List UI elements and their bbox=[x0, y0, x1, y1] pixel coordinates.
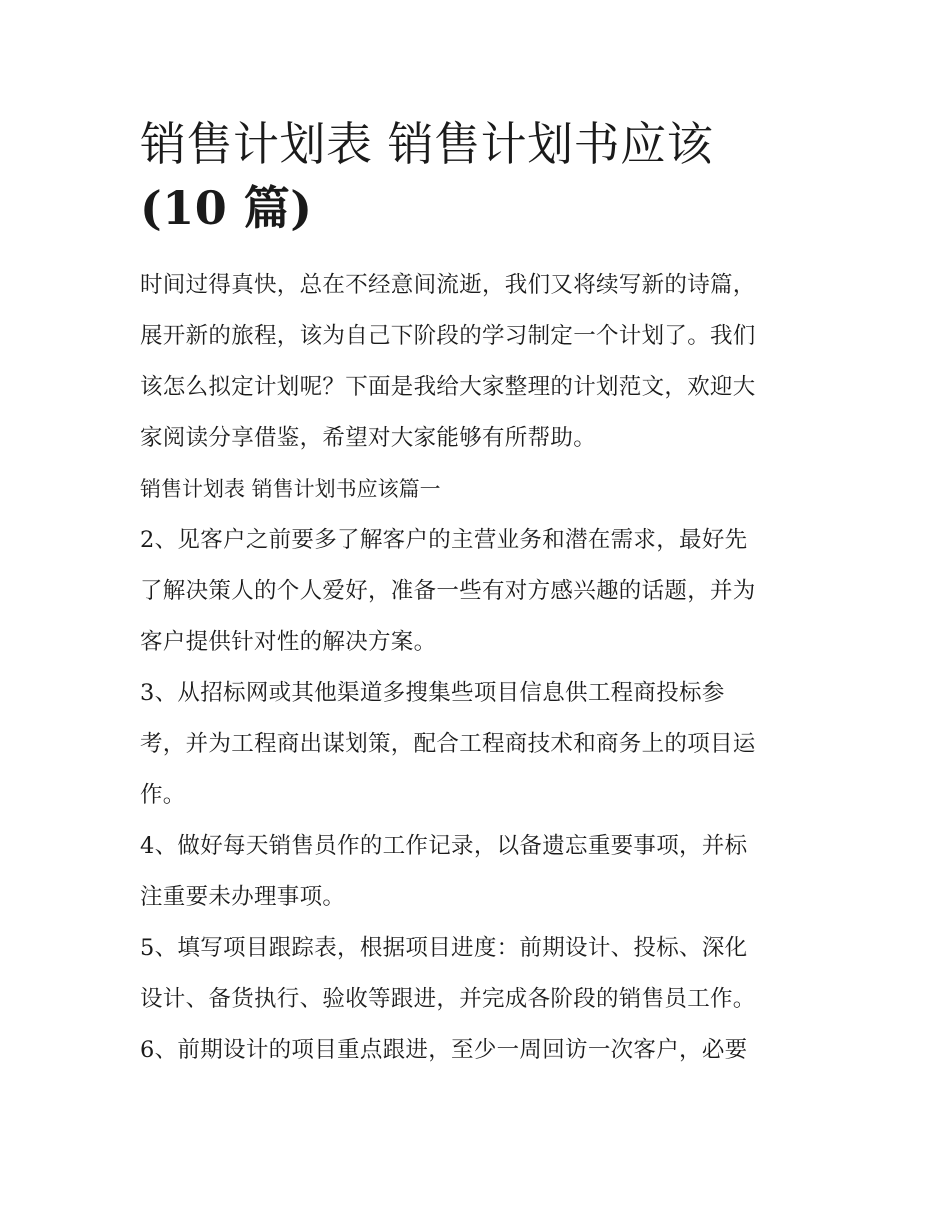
intro-line: 展开新的旅程，该为自己下阶段的学习制定一个计划了。我们 bbox=[140, 323, 756, 349]
intro-paragraph bbox=[140, 260, 820, 464]
list-item-5 bbox=[140, 923, 820, 1025]
item-line: 6、前期设计的项目重点跟进，至少一周回访一次客户，必要 bbox=[140, 1037, 748, 1063]
item-line: 注重要未办理事项。 bbox=[140, 884, 346, 910]
document-title bbox=[140, 112, 820, 240]
document-page bbox=[140, 112, 820, 1076]
list-item-4 bbox=[140, 821, 820, 923]
document-body bbox=[140, 260, 820, 1076]
intro-line: 家阅读分享借鉴，希望对大家能够有所帮助。 bbox=[140, 425, 597, 451]
section-heading: 销售计划表 销售计划书应该篇一 bbox=[140, 477, 441, 501]
item-line: 客户提供针对性的解决方案。 bbox=[140, 629, 437, 655]
item-line: 5、填写项目跟踪表，根据项目进度：前期设计、投标、深化 bbox=[140, 935, 748, 961]
item-line: 3、从招标网或其他渠道多搜集些项目信息供工程商投标参 bbox=[140, 680, 725, 706]
intro-line: 该怎么拟定计划呢？下面是我给大家整理的计划范文，欢迎大 bbox=[140, 374, 756, 400]
list-item-2 bbox=[140, 515, 820, 668]
item-line: 了解决策人的个人爱好，准备一些有对方感兴趣的话题，并为 bbox=[140, 578, 756, 604]
title-line-1: 销售计划表 销售计划书应该 bbox=[140, 117, 714, 171]
item-line: 作。 bbox=[140, 782, 186, 808]
title-line-2: (10 篇) bbox=[140, 181, 313, 235]
list-item-3 bbox=[140, 668, 820, 821]
item-line: 4、做好每天销售员作的工作记录，以备遗忘重要事项，并标 bbox=[140, 833, 748, 859]
intro-line: 时间过得真快，总在不经意间流逝，我们又将续写新的诗篇， bbox=[140, 272, 756, 298]
item-line: 2、见客户之前要多了解客户的主营业务和潜在需求，最好先 bbox=[140, 527, 748, 553]
list-item-6 bbox=[140, 1025, 820, 1076]
item-line: 设计、备货执行、验收等跟进，并完成各阶段的销售员工作。 bbox=[140, 986, 756, 1012]
item-line: 考，并为工程商出谋划策，配合工程商技术和商务上的项目运 bbox=[140, 731, 756, 757]
